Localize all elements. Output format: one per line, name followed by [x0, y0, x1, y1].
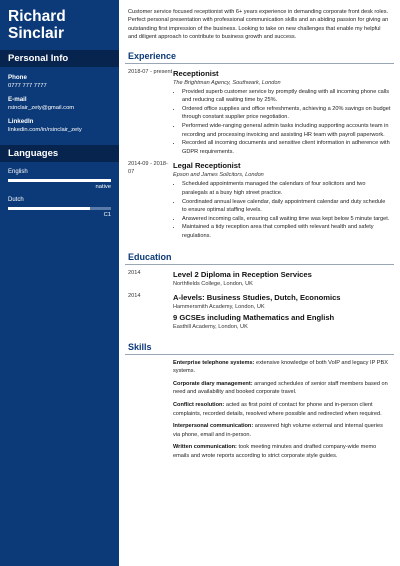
last-name: Sinclair [8, 25, 64, 42]
language-level-fill [8, 207, 90, 210]
skill-description: arranged schedules of senior staff members based on need and availability and booked corporate travel. [173, 380, 388, 396]
skill-item [119, 422, 400, 439]
job-entry [119, 69, 400, 157]
experience-heading: Experience [125, 48, 394, 64]
main-content [119, 0, 400, 566]
education-school: Hammersmith Academy, London, UK [173, 303, 265, 310]
skill-description: answered high volume external and internal queries via phone, email and in-person. [173, 423, 383, 438]
email-label: E-mail [8, 96, 27, 103]
job-dates: 2014-09 - 2018-07 [128, 161, 168, 175]
sidebar [0, 0, 119, 566]
job-entry [119, 161, 400, 240]
education-dates [128, 313, 173, 331]
phone-value: 0777 777 7777 [8, 83, 47, 89]
job-title: Receptionist [173, 68, 219, 78]
education-entry [119, 293, 400, 311]
language-name: English [8, 169, 28, 175]
job-company: The Brightman Agency, Southwark, London [173, 79, 281, 86]
phone-label: Phone [8, 74, 27, 81]
education-school: Northfields College, London, UK [173, 280, 253, 287]
education-entry [119, 270, 400, 288]
skill-item [119, 380, 400, 397]
skill-description: took meeting minutes and drafted company-wide memo emails and wrote reports according to strict corporate style guides. [173, 444, 377, 459]
education-degree: A-levels: Business Studies, Dutch, Economics [173, 292, 341, 302]
job-bullet: • Coordinated annual leave calendar, daily appointment calendar and duty schedule to ensure optimal staffing levels. [182, 198, 391, 215]
skill-item [119, 359, 400, 376]
job-bullets [173, 88, 391, 157]
languages-list [0, 169, 119, 218]
email-value[interactable]: rsinclair_zety@gmail.com [8, 105, 75, 111]
education-degree: Level 2 Diploma in Reception Services [173, 269, 312, 279]
first-name: Richard [8, 8, 66, 25]
skill-item [119, 401, 400, 418]
language-item [8, 169, 111, 190]
skill-name: Written communication: [173, 444, 237, 451]
language-level-bar [8, 179, 111, 182]
skill-name: Interpersonal communication: [173, 423, 254, 430]
skill-name: Conflict resolution: [173, 401, 225, 408]
job-bullet: • Scheduled appointments managed the calendars of four solicitors and two paralegals at a busy high street practice. [182, 180, 391, 197]
education-dates: 2014 [128, 269, 141, 276]
language-item [8, 197, 111, 218]
job-bullet: • Provided superb customer service by promptly dealing with all incoming phone calls and reducing call waiting time by 25%. [182, 88, 391, 105]
education-degree: 9 GCSEs including Mathematics and English [173, 312, 335, 322]
job-bullet: • Ordered office supplies and office refreshments, achieving a 20% savings on budget through constant supplier price negotiation. [182, 105, 391, 122]
job-bullet: • Performed wide-ranging general admin tasks including supporting accounts team in recording and processing invoicing and assisting HR team with payroll paperwork. [182, 122, 391, 139]
contact-block [0, 74, 119, 133]
job-bullets [173, 180, 391, 240]
language-level: C1 [103, 212, 111, 218]
languages-heading: Languages [0, 145, 119, 162]
education-heading: Education [125, 249, 394, 265]
education-entry [119, 313, 400, 331]
linkedin-label: LinkedIn [8, 118, 34, 125]
skill-item [119, 443, 400, 460]
language-name: Dutch [8, 197, 24, 203]
candidate-name [0, 0, 119, 42]
language-level: native [95, 184, 111, 190]
language-level-bar [8, 207, 111, 210]
skill-description: extensive knowledge of both VoIP and legacy IP PBX systems. [173, 359, 388, 375]
skill-name: Corporate diary management: [173, 380, 253, 387]
job-bullet: • Recorded all incoming documents and sensitive client information in adherence with GDPR requirements. [182, 139, 391, 156]
job-bullet: • Answered incoming calls, ensuring call waiting time was kept below 5 minute target. [182, 215, 391, 224]
job-title: Legal Receptionist [173, 161, 241, 171]
profile-summary: Customer service focused receptionist with 6+ years experience in demanding corporate front desk roles. Perfect personal presentation with professional communication skills and an abiding passion for giving an outstanding first impression of the business. Looking to take on new challenges that enable my helpful and diligent approach to contribute to business growth and success. [128, 9, 389, 41]
education-school: Easthill Academy, London, UK [173, 323, 248, 330]
job-bullet: • Maintained a tidy reception area that complied with relevant health and safety regulations. [182, 223, 391, 240]
linkedin-value[interactable]: linkedin.com/in/rsinclair_zety [8, 127, 82, 133]
job-company: Epson and James Solicitors, London [173, 172, 264, 179]
skill-description: acted as first point of contact for phone and in-person client complaints, recorded details, resolved where possible and redirected when required. [173, 401, 382, 417]
personal-info-heading: Personal Info [0, 50, 119, 67]
job-dates: 2018-07 - present [128, 68, 173, 75]
education-dates: 2014 [128, 292, 141, 299]
skill-name: Enterprise telephone systems: [173, 359, 255, 366]
language-level-fill [8, 179, 111, 182]
skills-heading: Skills [125, 339, 394, 355]
